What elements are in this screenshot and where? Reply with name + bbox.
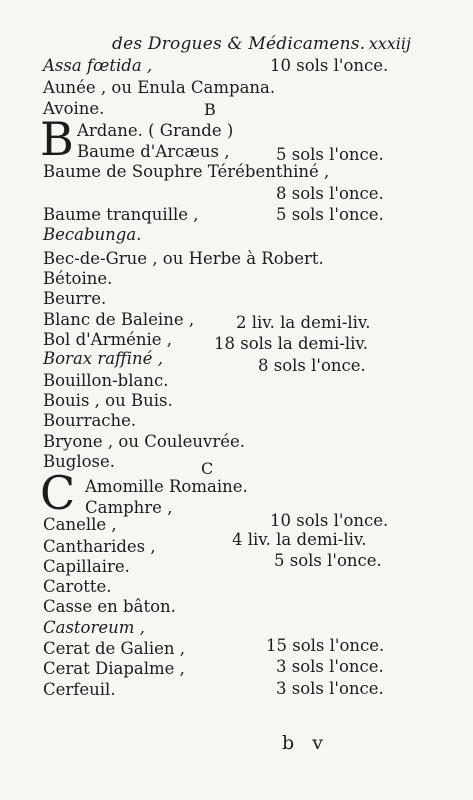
entry-name: Buglose. xyxy=(43,452,116,471)
section-letter-b: B xyxy=(204,100,216,119)
entry-name: Cantharides , xyxy=(43,537,156,556)
entry-name: Castoreum , xyxy=(43,618,145,637)
entry-price: 5 sols l'once. xyxy=(274,551,382,570)
entry-name: Avoine. xyxy=(43,99,105,118)
entry-name: Camphre , xyxy=(85,498,173,517)
entry-price: 4 liv. la demi-liv. xyxy=(232,530,367,549)
entry-price: 18 sols la demi-liv. xyxy=(214,334,368,353)
entry-name: Bol d'Arménie , xyxy=(43,330,173,349)
entry-price: 3 sols l'once. xyxy=(276,657,384,676)
dropcap-c: C xyxy=(40,466,76,520)
entry-name: Bétoine. xyxy=(43,269,113,288)
running-title: des Drogues & Médicamens. xyxy=(112,34,366,54)
entry-name: Bryone , ou Couleuvrée. xyxy=(43,432,246,451)
dropcap-b: B xyxy=(40,112,74,166)
entry-price: 5 sols l'once. xyxy=(276,145,384,164)
entry-name: Ardane. ( Grande ) xyxy=(77,121,234,140)
section-letter-c: C xyxy=(201,459,214,478)
entry-price: 15 sols l'once. xyxy=(266,636,385,655)
entry-price: 8 sols l'once. xyxy=(258,356,366,375)
entry-name: Assa fœtida , xyxy=(43,56,153,75)
entry-name: Beurre. xyxy=(43,289,107,308)
entry-name: Capillaire. xyxy=(43,557,130,576)
entry-name: Amomille Romaine. xyxy=(85,477,248,496)
entry-name: Bourrache. xyxy=(43,411,137,430)
entry-name: Bouis , ou Buis. xyxy=(43,391,173,410)
entry-name: Baume tranquille , xyxy=(43,205,199,224)
entry-name: Cerfeuil. xyxy=(43,680,116,699)
entry-name: Borax raffiné , xyxy=(43,349,163,368)
entry-name: Cerat Diapalme , xyxy=(43,659,185,678)
entry-name: Blanc de Baleine , xyxy=(43,310,195,329)
entry-name: Bouillon-blanc. xyxy=(43,371,169,390)
entry-name: Casse en bâton. xyxy=(43,597,176,616)
entry-price: 3 sols l'once. xyxy=(276,679,384,698)
entry-price: 2 liv. la demi-liv. xyxy=(236,313,371,332)
entry-name: Cerat de Galien , xyxy=(43,639,186,658)
entry-name: Canelle , xyxy=(43,515,117,534)
entry-price: 8 sols l'once. xyxy=(276,184,384,203)
entry-name: Becabunga. xyxy=(43,225,142,244)
entry-name: Bec-de-Grue , ou Herbe à Robert. xyxy=(43,249,324,268)
entry-price: 10 sols l'once. xyxy=(270,56,389,75)
entry-name: Baume de Souphre Térébenthiné , xyxy=(43,162,330,181)
entry-price: 5 sols l'once. xyxy=(276,205,384,224)
entry-name: Aunée , ou Enula Campana. xyxy=(43,78,276,97)
entry-name: Carotte. xyxy=(43,577,112,596)
entry-name: Baume d'Arcæus , xyxy=(77,142,230,161)
page-number: xxxiij xyxy=(368,34,411,53)
signature-mark: b v xyxy=(282,732,329,754)
entry-price: 10 sols l'once. xyxy=(270,511,389,530)
